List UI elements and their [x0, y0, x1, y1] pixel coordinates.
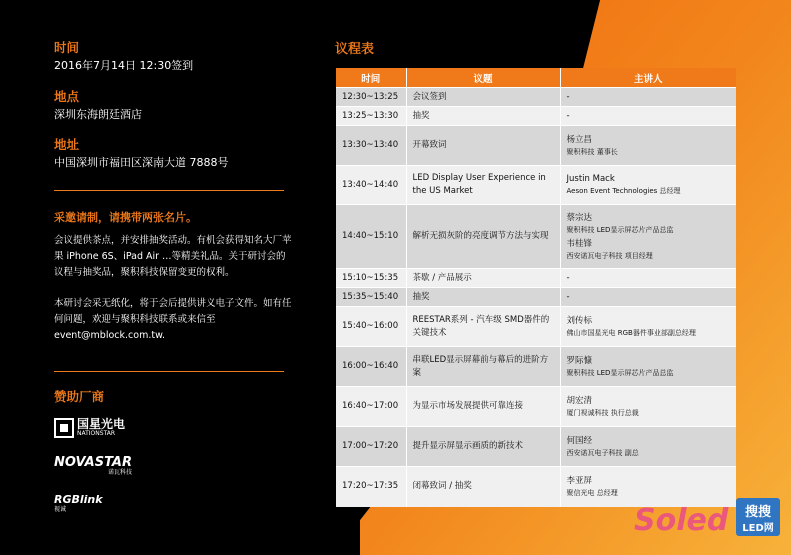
speaker: [567, 315, 731, 339]
agenda-time: 13:40~14:40: [336, 166, 406, 205]
agenda-speaker-cell: [560, 88, 736, 107]
speaker-name: -: [566, 91, 570, 102]
agenda-topic: 提升显示屏显示画质的新技术: [406, 427, 560, 467]
rgblink-cn: 视诚: [54, 506, 67, 513]
speaker-title: 聚信光电 总经理: [566, 488, 618, 497]
speaker: [567, 355, 731, 379]
speaker-title: 西安诺瓦电子科技 项目经理: [566, 251, 653, 260]
speaker-title: 厦门视诚科技 执行总裁: [566, 408, 639, 417]
agenda-speaker-cell: [560, 347, 736, 387]
agenda-header-row: [336, 68, 736, 88]
agenda-time: 16:00~16:40: [336, 347, 406, 387]
agenda-topic: 为显示市场发展提供可靠连接: [406, 387, 560, 427]
watermark-brand: Soled: [634, 503, 729, 538]
agenda-speaker-cell: [560, 107, 736, 126]
agenda-topic: 会议签到: [406, 88, 560, 107]
agenda-speaker-cell: [560, 205, 736, 269]
speaker-name: -: [566, 291, 570, 302]
agenda-topic: 抽奖: [406, 288, 560, 307]
nationstar-en: NATIONSTAR: [77, 430, 116, 437]
speaker: [567, 91, 731, 104]
invite-note: 采邀请制，请携带两张名片。: [54, 211, 197, 224]
agenda-speaker-cell: [560, 427, 736, 467]
agenda-time: 12:30~13:25: [336, 88, 406, 107]
agenda-time: 13:25~13:30: [336, 107, 406, 126]
sponsor-heading: 赞助厂商: [54, 389, 105, 404]
agenda-row: [336, 166, 736, 205]
speaker-title: 西安诺瓦电子科技 副总: [566, 448, 639, 457]
agenda-time: 15:35~15:40: [336, 288, 406, 307]
time-heading: 时间: [54, 40, 80, 55]
speaker: [567, 238, 731, 262]
watermark-sub: LED网: [742, 523, 774, 534]
agenda-row: [336, 427, 736, 467]
agenda-topic: 抽奖: [406, 107, 560, 126]
soled-watermark-logo: [632, 492, 782, 544]
speaker-title: 佛山市国星光电 RGB器件事业部副总经理: [566, 328, 696, 337]
agenda-topic: 解析无损灰阶的亮度调节方法与实现: [406, 205, 560, 269]
speaker: [567, 291, 731, 304]
agenda-speaker-cell: [560, 288, 736, 307]
agenda-time: 15:10~15:35: [336, 269, 406, 288]
watermark-cn: 搜搜: [744, 505, 772, 520]
speaker: [567, 134, 731, 158]
novastar-logo: [54, 456, 132, 477]
nationstar-mark-icon: [54, 418, 74, 438]
address-value: 中国深圳市福田区深南大道 7888号: [54, 156, 229, 169]
col-header-topic: 议题: [406, 68, 560, 88]
agenda-time: 16:40~17:00: [336, 387, 406, 427]
agenda-time: 15:40~16:00: [336, 307, 406, 347]
place-value: 深圳东海朗廷酒店: [54, 108, 142, 121]
speaker-name: 蔡宗达: [566, 212, 593, 223]
agenda-topic: REESTAR系列 - 汽车级 SMD器件的关键技术: [406, 307, 560, 347]
agenda-speaker-cell: [560, 269, 736, 288]
info-paragraph-2: 本研讨会采无纸化，将于会后提供讲义电子文件。如有任何问题，欢迎与聚积科技联系或来信至 event@mblock.com.tw.: [54, 298, 292, 341]
agenda-time: 17:00~17:20: [336, 427, 406, 467]
agenda-row: [336, 288, 736, 307]
divider: [54, 371, 284, 372]
agenda-title: 议程表: [335, 42, 375, 57]
speaker: [567, 173, 731, 197]
agenda-row: [336, 307, 736, 347]
agenda-row: [336, 269, 736, 288]
agenda-time: 13:30~13:40: [336, 126, 406, 166]
speaker-name: 胡宏清: [566, 395, 593, 406]
rgblink-text: RGBlink: [54, 493, 103, 506]
agenda-speaker-cell: [560, 307, 736, 347]
col-header-speaker: 主讲人: [560, 68, 736, 88]
speaker-name: 刘传标: [566, 315, 593, 326]
nationstar-cn: 国星光电: [77, 417, 126, 431]
agenda-topic: 开幕致词: [406, 126, 560, 166]
agenda-row: [336, 205, 736, 269]
agenda-time: 17:20~17:35: [336, 467, 406, 507]
speaker-title: 聚积科技 LED显示屏芯片产品总监: [566, 225, 674, 234]
col-header-time: 时间: [336, 68, 406, 88]
speaker-title: 聚积科技 LED显示屏芯片产品总监: [566, 368, 674, 377]
speaker-name: 罗际慷: [566, 355, 593, 366]
time-value: 2016年7月14日 12:30签到: [54, 59, 194, 72]
agenda-speaker-cell: [560, 387, 736, 427]
speaker: [567, 435, 731, 459]
speaker-title: Aeson Event Technologies 总经理: [566, 187, 681, 195]
novastar-cn: 诺瓦科技: [107, 469, 132, 476]
agenda-topic: 闭幕致词 / 抽奖: [406, 467, 560, 507]
speaker-title: 聚积科技 董事长: [566, 147, 618, 156]
speaker-name: 何国经: [566, 435, 593, 446]
speaker: [567, 212, 731, 236]
novastar-text: NOVASTAR: [54, 455, 132, 470]
speaker-name: 李亚屏: [566, 475, 593, 486]
agenda-row: [336, 126, 736, 166]
agenda-topic: LED Display User Experience in the US Market: [406, 166, 560, 205]
agenda-speaker-cell: [560, 166, 736, 205]
agenda-speaker-cell: [560, 126, 736, 166]
speaker: [567, 110, 731, 123]
speaker-name: -: [566, 272, 570, 283]
speaker: [567, 272, 731, 285]
speaker-name: -: [566, 110, 570, 121]
agenda-topic: 茶歇 / 产品展示: [406, 269, 560, 288]
speaker-name: Justin Mack: [566, 174, 615, 184]
agenda-row: [336, 347, 736, 387]
agenda-topic: 串联LED显示屏幕前与幕后的进阶方案: [406, 347, 560, 387]
agenda-row: [336, 387, 736, 427]
speaker: [567, 395, 731, 419]
agenda-row: [336, 107, 736, 126]
speaker-name: 韦桂锋: [566, 238, 593, 249]
address-heading: 地址: [54, 137, 80, 152]
nationstar-logo: [54, 418, 125, 438]
agenda-row: [336, 88, 736, 107]
rgblink-logo: [54, 494, 103, 514]
place-heading: 地点: [54, 89, 80, 104]
speaker-name: 杨立昌: [566, 134, 593, 145]
agenda-table: [336, 68, 736, 507]
agenda-time: 14:40~15:10: [336, 205, 406, 269]
divider: [54, 190, 284, 191]
info-paragraph-1: 会议提供茶点，并安排抽奖活动。有机会获得知名大厂苹果 iPhone 6S、iPad Air …等精美礼品。关于研讨会的议程与抽奖品，聚积科技保留变更的权利。: [54, 235, 292, 278]
